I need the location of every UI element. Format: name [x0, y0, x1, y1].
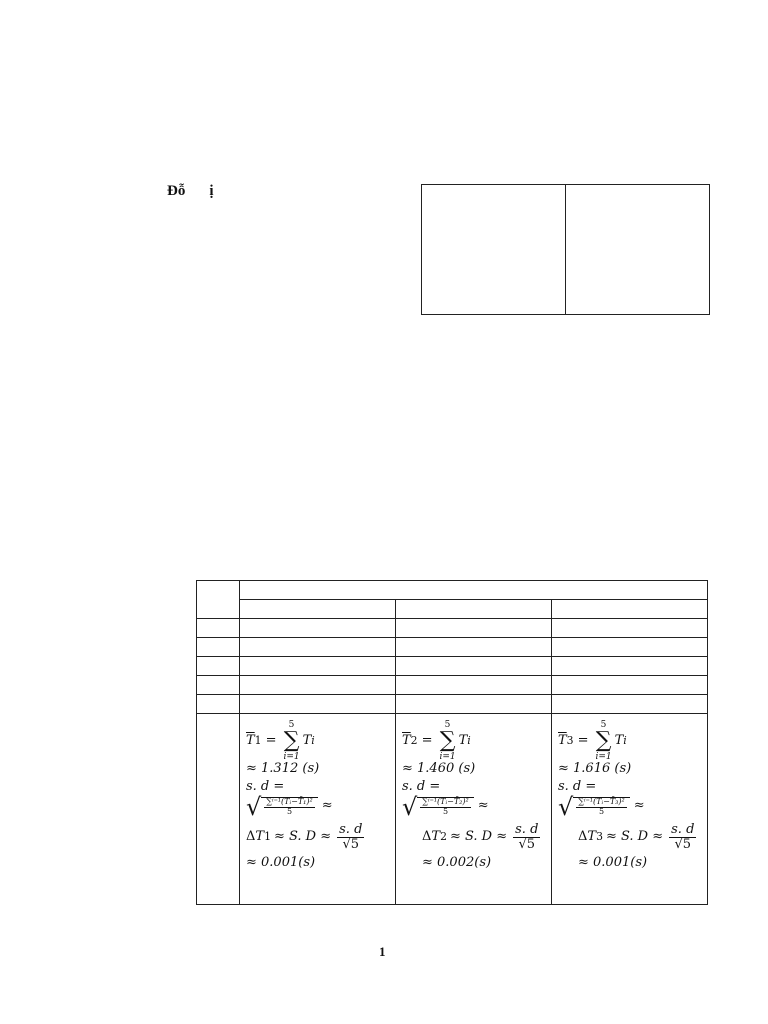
table-group-header [240, 581, 708, 600]
table-cell [552, 676, 708, 695]
result-cell [552, 714, 708, 905]
sum-term: T [302, 732, 312, 748]
mean-subscript: 2 [410, 734, 418, 748]
table-row [197, 695, 708, 714]
delta-frac-denominator: 5 [682, 836, 692, 852]
table-cell [197, 638, 240, 657]
table-cell [197, 657, 240, 676]
sum-term: T [458, 732, 468, 748]
sd-formula: √ $\frac{\text{∑ⁱ⁼¹(Tᵢ−T̄₁)²}}{5}$ ≈ [246, 792, 333, 821]
sd-formula: √ $\frac{\text{∑ⁱ⁼¹(Tᵢ−T̄₂)²}}{5}$ ≈ [402, 792, 489, 821]
table-cell [552, 695, 708, 714]
info-box [421, 184, 710, 315]
table-corner-cell [197, 581, 240, 619]
table-cell [240, 676, 396, 695]
delta-subscript: 2 [440, 830, 447, 844]
table-cell [240, 657, 396, 676]
table-cell [197, 695, 240, 714]
delta-approx-sd: ≈ S. D ≈ [273, 829, 332, 845]
sum-term: T [614, 732, 624, 748]
delta-value: ≈ 0.002(s) [422, 855, 492, 871]
table-cell [396, 638, 552, 657]
heading-part-1: Đỗ [167, 183, 186, 199]
delta-formula: Δ T 3 ≈ S. D ≈ $\frac{s. d}{√5}$ [578, 821, 695, 852]
table-cell [552, 657, 708, 676]
sd-label: s. d = [402, 779, 441, 795]
delta-frac-numerator: s. d [515, 821, 539, 837]
sd-numerator: ∑ⁱ⁼¹(Tᵢ−T̄₁)² [266, 796, 313, 806]
delta-value: ≈ 0.001(s) [578, 855, 648, 871]
sd-numerator: ∑ⁱ⁼¹(Tᵢ−T̄₃)² [578, 796, 625, 806]
result-cell [240, 714, 396, 905]
table-cell [396, 695, 552, 714]
sum-upper-limit: 5 [288, 720, 295, 730]
sum-term-subscript: i [311, 734, 315, 748]
mean-symbol: $\overline{T}$ [402, 732, 411, 748]
table-cell [240, 638, 396, 657]
table-subheader-cell [240, 600, 396, 619]
table-cell [240, 695, 396, 714]
name-heading [167, 183, 214, 200]
table-cell [240, 619, 396, 638]
sd-formula: √ $\frac{\text{∑ⁱ⁼¹(Tᵢ−T̄₃)²}}{5}$ ≈ [558, 792, 645, 821]
table-cell [396, 619, 552, 638]
mean-value: ≈ 1.312 (s) [246, 761, 320, 776]
heading-part-2: ị [209, 183, 214, 199]
delta-frac-denominator: 5 [526, 836, 536, 852]
sum-term-subscript: i [623, 734, 627, 748]
table-cell [552, 638, 708, 657]
sd-numerator: ∑ⁱ⁼¹(Tᵢ−T̄₂)² [422, 796, 469, 806]
mean-subscript: 3 [566, 734, 574, 748]
result-cell [396, 714, 552, 905]
results-row-label-cell [197, 714, 240, 905]
info-box-left-cell [422, 185, 565, 314]
table-subheader-cell [396, 600, 552, 619]
mean-symbol: $\overline{T}$ [246, 732, 255, 748]
sum-lower-limit: i=1 [595, 752, 612, 762]
sd-denominator: 5 [598, 806, 605, 816]
delta-frac-numerator: s. d [339, 821, 363, 837]
table-cell [396, 676, 552, 695]
delta-subscript: 1 [264, 830, 271, 844]
table-cell [552, 619, 708, 638]
mean-value: ≈ 1.616 (s) [558, 761, 632, 776]
summation-symbol: 5 ∑ i=1 [595, 720, 612, 762]
sum-lower-limit: i=1 [283, 752, 300, 762]
page-number: 1 [379, 944, 386, 959]
sum-upper-limit: 5 [444, 720, 451, 730]
sd-label: s. d = [246, 779, 285, 795]
table-row [197, 676, 708, 695]
info-box-right-cell [565, 185, 709, 314]
mean-formula: $\overline{T}$ 2 = 5 ∑ i=1 T i [402, 720, 471, 762]
table-subheader-cell [552, 600, 708, 619]
measurement-table [196, 580, 708, 905]
delta-frac-numerator: s. d [671, 821, 695, 837]
mean-value: ≈ 1.460 (s) [402, 761, 476, 776]
table-cell [197, 676, 240, 695]
delta-frac-denominator: 5 [350, 836, 360, 852]
mean-symbol: $\overline{T}$ [558, 732, 567, 748]
sd-denominator: 5 [286, 806, 293, 816]
table-subheader-row [197, 600, 708, 619]
delta-formula: Δ T 1 ≈ S. D ≈ $\frac{s. d}{√5}$ [246, 821, 363, 852]
sd-label: s. d = [558, 779, 597, 795]
delta-approx-sd: ≈ S. D ≈ [449, 829, 508, 845]
delta-value: ≈ 0.001(s) [246, 855, 316, 871]
delta-subscript: 3 [596, 830, 603, 844]
table-row [197, 619, 708, 638]
mean-subscript: 1 [254, 734, 262, 748]
table-cell [396, 657, 552, 676]
summation-symbol: 5 ∑ i=1 [283, 720, 300, 762]
sum-upper-limit: 5 [600, 720, 607, 730]
sum-lower-limit: i=1 [439, 752, 456, 762]
table-row [197, 657, 708, 676]
table-cell [197, 619, 240, 638]
delta-approx-sd: ≈ S. D ≈ [605, 829, 664, 845]
sum-term-subscript: i [467, 734, 471, 748]
delta-formula: Δ T 2 ≈ S. D ≈ $\frac{s. d}{√5}$ [422, 821, 539, 852]
mean-formula: $\overline{T}$ 3 = 5 ∑ i=1 T i [558, 720, 627, 762]
table-row [197, 638, 708, 657]
results-row [197, 714, 708, 905]
sd-denominator: 5 [442, 806, 449, 816]
summation-symbol: 5 ∑ i=1 [439, 720, 456, 762]
mean-formula: $\overline{T}$ 1 = 5 ∑ i=1 T i [246, 720, 315, 762]
